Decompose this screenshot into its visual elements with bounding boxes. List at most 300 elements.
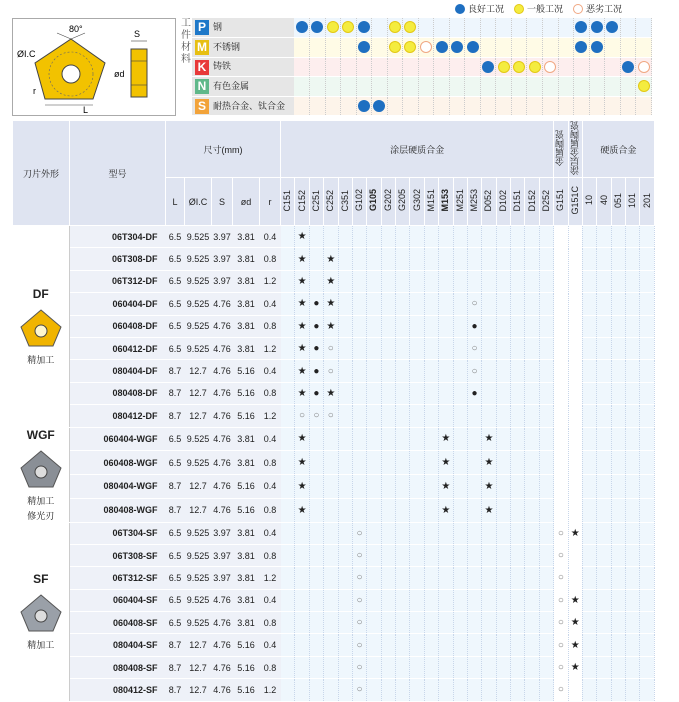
- grade-cell: [554, 679, 568, 701]
- grade-cell: [309, 337, 323, 359]
- suitability-cell: [480, 57, 496, 77]
- size-header: 尺寸(mm): [166, 121, 281, 178]
- dimension-cell: 4.76: [212, 498, 233, 522]
- material-label: [192, 57, 294, 77]
- material-name: 耐热合金、钛合金: [213, 100, 286, 111]
- grade-cell: [367, 315, 381, 337]
- grade-cell: [640, 522, 654, 544]
- grade-cell: [568, 226, 582, 248]
- grade-cell: [525, 656, 539, 678]
- grade-cell: [453, 382, 467, 404]
- grade-cell: [525, 544, 539, 566]
- grade-cell: [281, 405, 295, 427]
- star-icon: ★: [570, 662, 580, 674]
- grade-cell: [281, 382, 295, 404]
- open-circle-icon: ○: [471, 343, 478, 355]
- grade-cell: [324, 270, 338, 292]
- grade-cell: [525, 612, 539, 634]
- grade-cell: [424, 337, 438, 359]
- grade-cell: [410, 612, 424, 634]
- suitability-cell: [449, 18, 465, 38]
- general-dot-icon: [404, 41, 416, 53]
- grade-cell: [467, 315, 481, 337]
- good-dot-icon: [467, 41, 479, 53]
- model-cell: 06T308-SF: [70, 544, 166, 566]
- grade-cell: [295, 382, 309, 404]
- open-circle-icon: ○: [557, 594, 564, 606]
- suitability-cell: [294, 96, 310, 116]
- grade-cell: [453, 544, 467, 566]
- grade-cell: [410, 522, 424, 544]
- grade-cell: [367, 498, 381, 522]
- material-name: 铸铁: [213, 61, 232, 72]
- suitability-cell: [372, 96, 388, 116]
- suitability-cell: [449, 57, 465, 77]
- grade-cell: [453, 475, 467, 499]
- grade-cell: [410, 589, 424, 611]
- good-dot-icon: [482, 61, 494, 73]
- open-circle-icon: ○: [327, 410, 334, 422]
- dimension-cell: 6.5: [166, 270, 185, 292]
- grade-cell: [482, 567, 496, 589]
- model-cell: 080404-DF: [70, 360, 166, 382]
- insert-shape-cell: [13, 522, 70, 701]
- open-circle-icon: ○: [557, 617, 564, 629]
- grade-cell: [424, 612, 438, 634]
- grade-cell: [554, 248, 568, 270]
- grade-cell: [626, 567, 640, 589]
- open-circle-icon: ○: [356, 662, 363, 674]
- grade-label: G105: [368, 189, 379, 212]
- dimension-cell: 0.8: [260, 248, 281, 270]
- grade-cell: [439, 451, 453, 475]
- grade-cell: [324, 634, 338, 656]
- grade-cell: [539, 337, 553, 359]
- material-name: 有色金属: [213, 81, 250, 92]
- insert-type-name: SF: [33, 572, 49, 587]
- grade-cell: [309, 544, 323, 566]
- dimension-cell: 0.4: [260, 293, 281, 315]
- grade-cell: [539, 382, 553, 404]
- material-label: [192, 96, 294, 116]
- grade-cell: [597, 679, 611, 701]
- shape-header: 刀片外形: [13, 121, 70, 226]
- grade-cell: [396, 293, 410, 315]
- grade-cell: [511, 475, 525, 499]
- grade-cell: [396, 248, 410, 270]
- suitability-cell: [434, 18, 450, 38]
- grade-cell: [568, 544, 582, 566]
- suitability-cell: [511, 96, 527, 116]
- grade-cell: [626, 475, 640, 499]
- table-row: [13, 498, 655, 522]
- suitability-cell: [294, 57, 310, 77]
- grade-cell: [309, 498, 323, 522]
- grade-cell: [640, 544, 654, 566]
- grade-cell: [554, 382, 568, 404]
- material-code-badge: N: [195, 79, 209, 94]
- grade-cell: [482, 544, 496, 566]
- suitability-cell: [341, 38, 357, 58]
- dimension-cell: 4.76: [212, 679, 233, 701]
- table-row: [13, 405, 655, 427]
- grade-cell: [453, 226, 467, 248]
- grade-label: 10: [584, 195, 595, 206]
- dimension-cell: 8.7: [166, 405, 185, 427]
- grade-cell: [396, 405, 410, 427]
- grade-cell: [482, 382, 496, 404]
- grade-cell: [539, 360, 553, 382]
- suitability-cell: [449, 38, 465, 58]
- grade-cell: [295, 293, 309, 315]
- grade-cell: [352, 427, 366, 451]
- dimension-cell: 8.7: [166, 475, 185, 499]
- grade-cell: [381, 544, 395, 566]
- suitability-cell: [403, 96, 419, 116]
- grade-column-header: [582, 178, 596, 226]
- grade-cell: [381, 382, 395, 404]
- dimension-cell: 3.81: [233, 612, 260, 634]
- grade-cell: [381, 498, 395, 522]
- ic-label: ØI.C: [17, 49, 36, 59]
- open-circle-icon: ○: [299, 410, 306, 422]
- table-row: [13, 337, 655, 359]
- grade-cell: [410, 544, 424, 566]
- grade-cell: [396, 567, 410, 589]
- grade-cell: [496, 589, 510, 611]
- open-circle-icon: ○: [356, 527, 363, 539]
- grade-cell: [367, 360, 381, 382]
- suitability-cell: [574, 18, 590, 38]
- suitability-cell: [605, 18, 621, 38]
- grade-cell: [453, 522, 467, 544]
- grade-cell: [338, 248, 352, 270]
- grade-cell: [410, 337, 424, 359]
- grade-cell: [482, 451, 496, 475]
- open-circle-icon: ○: [471, 365, 478, 377]
- model-cell: 06T304-DF: [70, 226, 166, 248]
- grade-cell: [525, 567, 539, 589]
- grade-cell: [539, 656, 553, 678]
- model-cell: 080404-WGF: [70, 475, 166, 499]
- grade-cell: [309, 567, 323, 589]
- suitability-cell: [496, 57, 512, 77]
- grade-cell: [295, 656, 309, 678]
- grade-cell: [367, 634, 381, 656]
- grade-cell: [439, 522, 453, 544]
- suitability-cell: [325, 18, 341, 38]
- grade-cell: [511, 498, 525, 522]
- grade-cell: [640, 567, 654, 589]
- grade-cell: [582, 679, 596, 701]
- model-cell: 06T304-SF: [70, 522, 166, 544]
- table-row: [13, 522, 655, 544]
- grade-cell: [525, 360, 539, 382]
- grade-cell: [496, 226, 510, 248]
- open-circle-icon: ○: [557, 684, 564, 696]
- material-row-M: [192, 38, 652, 58]
- suitability-cell: [620, 96, 636, 116]
- grade-label: G302: [411, 189, 422, 212]
- grade-cell: [396, 679, 410, 701]
- dimension-cell: 4.76: [212, 337, 233, 359]
- grade-cell: [352, 360, 366, 382]
- dimension-cell: 8.7: [166, 498, 185, 522]
- grade-cell: [381, 270, 395, 292]
- grade-cell: [439, 612, 453, 634]
- dimension-cell: 3.81: [233, 567, 260, 589]
- grade-cell: [281, 612, 295, 634]
- suitability-cell: [543, 96, 559, 116]
- grade-cell: [367, 656, 381, 678]
- good-dot-icon: [575, 41, 587, 53]
- insert-shape-cell: [13, 427, 70, 522]
- grade-cell: [381, 612, 395, 634]
- grade-cell: [424, 589, 438, 611]
- grade-cell: [611, 427, 625, 451]
- grade-cell: [611, 656, 625, 678]
- grade-cell: [511, 634, 525, 656]
- grade-cell: [611, 612, 625, 634]
- grade-cell: [439, 405, 453, 427]
- suitability-cell: [341, 96, 357, 116]
- grade-cell: [597, 612, 611, 634]
- grade-cell: [568, 567, 582, 589]
- material-label: [192, 18, 294, 38]
- model-cell: 060412-DF: [70, 337, 166, 359]
- grade-cell: [611, 405, 625, 427]
- grade-cell: [539, 451, 553, 475]
- model-cell: 060408-WGF: [70, 451, 166, 475]
- dimension-cell: 6.5: [166, 522, 185, 544]
- grade-cell: [611, 567, 625, 589]
- grade-cell: [626, 522, 640, 544]
- grade-cell: [582, 270, 596, 292]
- grade-cell: [338, 293, 352, 315]
- grade-cell: [295, 567, 309, 589]
- grade-cell: [467, 293, 481, 315]
- dimension-cell: 1.2: [260, 337, 281, 359]
- grade-label: M251: [454, 189, 465, 212]
- dimension-cell: 6.5: [166, 293, 185, 315]
- grade-cell: [582, 248, 596, 270]
- grade-cell: [611, 360, 625, 382]
- grade-cell: [396, 337, 410, 359]
- table-row: [13, 589, 655, 611]
- grade-cell: [338, 634, 352, 656]
- grade-cell: [324, 679, 338, 701]
- grade-cell: [568, 612, 582, 634]
- grade-cell: [352, 270, 366, 292]
- suitability-cell: [527, 57, 543, 77]
- good-dot-icon: [296, 21, 308, 33]
- material-row-P: [192, 18, 652, 38]
- grade-cell: [424, 270, 438, 292]
- grade-cell: [496, 248, 510, 270]
- grade-cell: [611, 475, 625, 499]
- grade-cell: [611, 337, 625, 359]
- grade-cell: [511, 337, 525, 359]
- dimension-cell: 4.76: [212, 405, 233, 427]
- grade-cell: [410, 451, 424, 475]
- header-row: [13, 121, 655, 178]
- grade-cell: [352, 522, 366, 544]
- model-cell: 080408-SF: [70, 656, 166, 678]
- grade-cell: [439, 427, 453, 451]
- grade-column-header: [295, 178, 309, 226]
- grade-cell: [324, 360, 338, 382]
- dimension-cell: 4.76: [212, 656, 233, 678]
- dimension-cell: 0.8: [260, 544, 281, 566]
- grade-cell: [554, 360, 568, 382]
- star-icon: ★: [326, 320, 336, 332]
- suitability-cell: [620, 57, 636, 77]
- grade-cell: [511, 544, 525, 566]
- grade-cell: [611, 226, 625, 248]
- suitability-cell: [387, 57, 403, 77]
- grade-cell: [381, 567, 395, 589]
- suitability-cell: [605, 96, 621, 116]
- grade-cell: [295, 427, 309, 451]
- grade-cell: [410, 567, 424, 589]
- grade-cell: [338, 451, 352, 475]
- dimension-cell: 0.4: [260, 360, 281, 382]
- grade-cell: [367, 270, 381, 292]
- suitability-cell: [543, 57, 559, 77]
- filled-circle-icon: ●: [313, 365, 320, 377]
- good-dot-icon: [606, 21, 618, 33]
- grade-cell: [467, 679, 481, 701]
- star-icon: ★: [441, 433, 451, 445]
- grade-cell: [482, 270, 496, 292]
- grade-cell: [367, 226, 381, 248]
- grade-cell: [582, 451, 596, 475]
- table-row: [13, 248, 655, 270]
- grade-cell: [381, 248, 395, 270]
- grade-cell: [281, 544, 295, 566]
- open-circle-icon: ○: [356, 572, 363, 584]
- grade-cell: [396, 382, 410, 404]
- grade-cell: [453, 679, 467, 701]
- grade-cell: [511, 567, 525, 589]
- grade-cell: [410, 360, 424, 382]
- dimension-cell: 5.16: [233, 679, 260, 701]
- table-row: [13, 612, 655, 634]
- grade-cell: [424, 315, 438, 337]
- dimension-cell: 0.4: [260, 522, 281, 544]
- grade-cell: [352, 567, 366, 589]
- grade-column-header: [424, 178, 438, 226]
- grade-cell: [396, 451, 410, 475]
- dimension-cell: 9.525: [185, 427, 212, 451]
- dimension-column-header: L: [166, 178, 185, 226]
- grade-cell: [525, 293, 539, 315]
- grade-column-header: [597, 178, 611, 226]
- grade-cell: [439, 567, 453, 589]
- grade-cell: [338, 226, 352, 248]
- grade-cell: [324, 567, 338, 589]
- grade-cell: [309, 451, 323, 475]
- filled-circle-icon: ●: [471, 320, 478, 332]
- grade-cell: [496, 293, 510, 315]
- grade-cell: [554, 656, 568, 678]
- grade-cell: [568, 270, 582, 292]
- table-row: [13, 679, 655, 701]
- star-icon: ★: [297, 433, 307, 445]
- dimension-cell: 6.5: [166, 612, 185, 634]
- star-icon: ★: [484, 504, 494, 516]
- grade-cell: [424, 656, 438, 678]
- grade-label: C152: [296, 189, 307, 212]
- suitability-cell: [636, 96, 652, 116]
- grade-cell: [640, 382, 654, 404]
- model-cell: 060404-SF: [70, 589, 166, 611]
- suitability-cell: [496, 96, 512, 116]
- grade-cell: [511, 656, 525, 678]
- insert-application-text: 精加工: [27, 354, 55, 365]
- model-cell: 060408-DF: [70, 315, 166, 337]
- suitability-cell: [356, 96, 372, 116]
- star-icon: ★: [570, 639, 580, 651]
- grade-cell: [496, 522, 510, 544]
- dimension-cell: 0.8: [260, 656, 281, 678]
- grade-cell: [453, 656, 467, 678]
- grade-cell: [626, 612, 640, 634]
- grade-cell: [352, 634, 366, 656]
- grade-cell: [309, 612, 323, 634]
- dimension-cell: 6.5: [166, 337, 185, 359]
- grade-column-header: [496, 178, 510, 226]
- suitability-cell: [480, 96, 496, 116]
- dimension-cell: 3.81: [233, 337, 260, 359]
- grade-cell: [467, 634, 481, 656]
- suitability-cell: [636, 77, 652, 97]
- grade-label: 051: [612, 192, 623, 209]
- grade-cell: [324, 248, 338, 270]
- table-row: [13, 315, 655, 337]
- grade-cell: [295, 498, 309, 522]
- grade-column-header: [568, 178, 582, 226]
- grade-label: D102: [497, 189, 508, 212]
- dimension-cell: 4.76: [212, 451, 233, 475]
- grade-cell: [352, 382, 366, 404]
- material-code-badge: P: [195, 20, 209, 35]
- table-row: [13, 475, 655, 499]
- grade-cell: [511, 293, 525, 315]
- grade-cell: [568, 656, 582, 678]
- grade-cell: [640, 226, 654, 248]
- grade-cell: [396, 656, 410, 678]
- dimension-cell: 9.525: [185, 544, 212, 566]
- dimension-cell: 5.16: [233, 475, 260, 499]
- table-row: [13, 360, 655, 382]
- grade-cell: [640, 270, 654, 292]
- material-code-badge: S: [195, 99, 209, 114]
- grade-cell: [381, 405, 395, 427]
- grade-cell: [324, 544, 338, 566]
- grade-cell: [539, 315, 553, 337]
- grade-cell: [453, 270, 467, 292]
- suitability-cell: [605, 57, 621, 77]
- grade-cell: [640, 475, 654, 499]
- grade-cell: [309, 293, 323, 315]
- suitability-cell: [403, 57, 419, 77]
- grade-cell: [525, 382, 539, 404]
- grade-cell: [367, 589, 381, 611]
- grade-cell: [424, 293, 438, 315]
- legend-general: 一般工况: [514, 3, 563, 15]
- model-cell: 060408-SF: [70, 612, 166, 634]
